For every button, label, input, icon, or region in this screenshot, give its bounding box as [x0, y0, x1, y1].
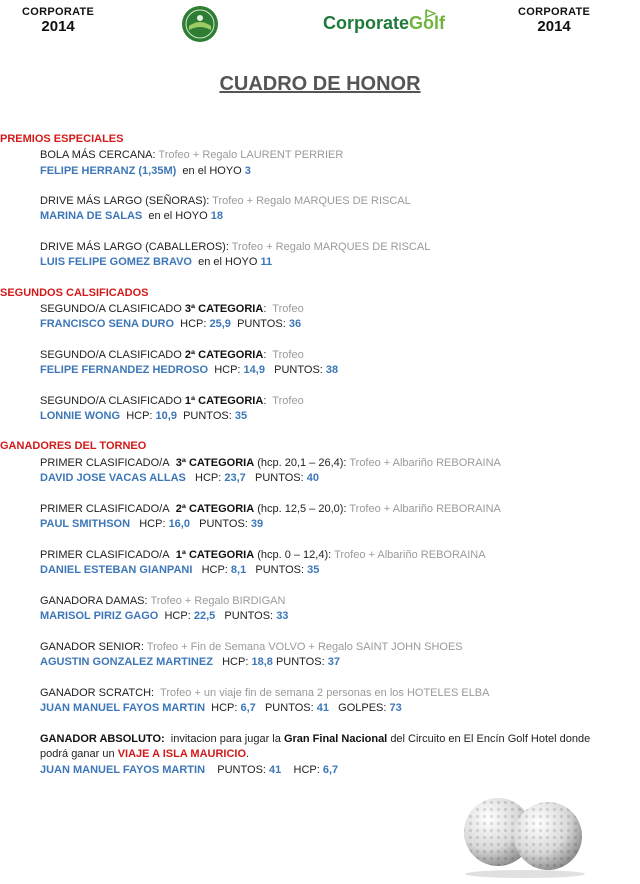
hcp-value: 6,7: [240, 702, 256, 714]
award-label: PRIMER CLASIFICADO/A: [40, 503, 170, 515]
golf-balls-icon: [460, 792, 590, 878]
puntos-value: 39: [250, 518, 264, 530]
winner-line: [40, 318, 301, 330]
winner-line: [40, 656, 340, 668]
award-label: GANADOR SCRATCH:: [40, 687, 155, 699]
prize-text: Trofeo + Regalo MARQUES DE RISCAL: [231, 241, 431, 253]
prize-text: Trofeo: [272, 303, 304, 315]
hcp-value: 22,5: [193, 610, 216, 622]
winner-line: [40, 256, 272, 268]
winner-line: [40, 564, 319, 576]
golf-club-seal-icon: [180, 4, 220, 44]
hoyo-text: en el HOYO: [148, 210, 208, 222]
award-label: BOLA MÁS CERCANA:: [40, 149, 156, 161]
colon: :: [263, 395, 267, 407]
hcp-label: HCP:: [222, 656, 249, 668]
winner-name: FELIPE FERNANDEZ HEDROSO: [40, 364, 209, 376]
winner-name: MARINA DE SALAS: [40, 210, 143, 222]
hoyo-number: 11: [260, 256, 273, 268]
winner-line: [40, 364, 338, 376]
award-label: SEGUNDO/A CLASIFICADO: [40, 303, 182, 315]
hcp-label: HCP:: [126, 410, 153, 422]
especial-line: [40, 149, 343, 161]
category: 1ª CATEGORIA: [175, 549, 255, 561]
category: 2ª CATEGORIA: [175, 503, 255, 515]
golpes-label: GOLPES:: [338, 702, 387, 714]
hcp-label: HCP:: [201, 564, 228, 576]
winner-name: FELIPE HERRANZ (1,35M): [40, 165, 177, 177]
prize-text: Trofeo + un viaje fin de semana 2 personas en los HOTELES ELBA: [160, 687, 490, 699]
logo-right-line1: CORPORATE: [518, 6, 591, 18]
hcp-range: (hcp. 0 – 12,4):: [257, 549, 332, 561]
winner-name: JUAN MANUEL FAYOS MARTIN: [40, 702, 206, 714]
hcp-value: 18,8: [251, 656, 273, 668]
award-label: PRIMER CLASIFICADO/A: [40, 549, 170, 561]
winner-name: PAUL SMITHSON: [40, 518, 131, 530]
hcp-range: (hcp. 12,5 – 20,0):: [257, 503, 347, 515]
scratch-line: [40, 687, 489, 699]
award-label: GANADOR SENIOR:: [40, 641, 144, 653]
flag-icon: [425, 9, 437, 23]
category: 1ª CATEGORIA: [184, 395, 264, 407]
prize-text: Trofeo + Fin de Semana VOLVO + Regalo SAINT JOHN SHOES: [146, 641, 463, 653]
hcp-value: 16,0: [168, 518, 190, 530]
hcp-value: 8,1: [230, 564, 247, 576]
puntos-label: PUNTOS:: [199, 518, 248, 530]
puntos-label: PUNTOS:: [274, 364, 323, 376]
hcp-label: HCP:: [180, 318, 207, 330]
award-label: DRIVE MÁS LARGO (CABALLEROS):: [40, 241, 229, 253]
senior-line: [40, 641, 463, 653]
winner-name: DAVID JOSE VACAS ALLAS: [40, 472, 186, 484]
hoyo-text: en el HOYO: [182, 165, 242, 177]
prize-text: Trofeo + Regalo LAURENT PERRIER: [158, 149, 344, 161]
puntos-value: 33: [276, 610, 289, 622]
ganador-line: [40, 457, 501, 469]
winner-name: DANIEL ESTEBAN GIANPANI: [40, 564, 193, 576]
hcp-label: HCP:: [164, 610, 191, 622]
prize-text: Trofeo: [272, 395, 304, 407]
absoluto-line: [40, 733, 590, 745]
puntos-label: PUNTOS:: [264, 702, 314, 714]
hoyo-text: en el HOYO: [198, 256, 258, 268]
logo-right-line2: 2014: [537, 18, 571, 35]
period: .: [246, 748, 250, 760]
golpes-value: 73: [389, 702, 402, 714]
winner-name: JUAN MANUEL FAYOS MARTIN: [40, 764, 206, 776]
winner-line: [40, 518, 263, 530]
winner-name: MARISOL PIRIZ GAGO: [40, 610, 159, 622]
prize-text: Trofeo + Albariño REBORAINA: [349, 457, 501, 469]
prize-text: Trofeo: [272, 349, 304, 361]
puntos-value: 40: [306, 472, 319, 484]
corporate-2014-logo-right: [518, 7, 590, 34]
award-label: DRIVE MÁS LARGO (SEÑORAS):: [40, 195, 210, 207]
award-label: SEGUNDO/A CLASIFICADO: [40, 395, 182, 407]
winner-line: [40, 610, 288, 622]
page-title: CUADRO DE HONOR: [219, 73, 421, 95]
puntos-label: PUNTOS:: [237, 318, 286, 330]
hcp-label: HCP:: [293, 764, 320, 776]
hcp-value: 23,7: [224, 472, 246, 484]
absoluto-text: invitacion para jugar la: [170, 733, 281, 745]
gran-final: Gran Final Nacional: [283, 733, 388, 745]
award-label: PRIMER CLASIFICADO/A: [40, 457, 170, 469]
award-label: GANADOR ABSOLUTO:: [40, 733, 165, 745]
segundo-line: [40, 349, 304, 361]
absoluto-text-3: podrá ganar un: [40, 748, 115, 760]
winner-name: LONNIE WONG: [40, 410, 121, 422]
puntos-value: 41: [316, 702, 329, 714]
winner-line: [40, 472, 319, 484]
prize-text: Trofeo + Regalo MARQUES DE RISCAL: [212, 195, 411, 207]
section-heading-ganadores: GANADORES DEL TORNEO: [0, 440, 147, 452]
category: 3ª CATEGORIA: [175, 457, 255, 469]
logo-golf-text: Golf: [409, 13, 446, 33]
colon: :: [263, 349, 267, 361]
award-label: SEGUNDO/A CLASIFICADO: [40, 349, 182, 361]
section-heading-especiales: PREMIOS ESPECIALES: [0, 133, 124, 145]
category: 2ª CATEGORIA: [184, 349, 264, 361]
hcp-label: HCP:: [211, 702, 238, 714]
puntos-label: PUNTOS:: [217, 764, 266, 776]
hcp-range: (hcp. 20,1 – 26,4):: [257, 457, 347, 469]
hoyo-number: 3: [244, 165, 251, 177]
viaje-highlight: VIAJE A ISLA MAURICIO: [117, 748, 247, 760]
puntos-value: 38: [325, 364, 339, 376]
especial-line: [40, 195, 411, 207]
absoluto-text-2: del Circuito en El Encín Golf Hotel donde: [390, 733, 591, 745]
damas-line: [40, 595, 285, 607]
puntos-value: 41: [269, 764, 282, 776]
ganador-line: [40, 503, 501, 515]
hcp-value: 10,9: [155, 410, 177, 422]
puntos-label: PUNTOS:: [275, 656, 325, 668]
prize-text: Trofeo + Albariño REBORAINA: [334, 549, 486, 561]
winner-line: [40, 410, 247, 422]
especial-line: [40, 241, 430, 253]
logo-left-line2: 2014: [41, 18, 75, 35]
winner-line: [40, 210, 223, 222]
hcp-value: 14,9: [243, 364, 265, 376]
puntos-label: PUNTOS:: [224, 610, 274, 622]
logo-corporate-text: Corporate: [323, 13, 410, 33]
hcp-label: HCP:: [214, 364, 241, 376]
winner-name: FRANCISCO SENA DURO: [40, 318, 175, 330]
colon: :: [263, 303, 267, 315]
section-heading-segundos: SEGUNDOS CALSIFICADOS: [0, 287, 149, 299]
absoluto-line-2: [40, 748, 249, 760]
winner-name: AGUSTIN GONZALEZ MARTINEZ: [40, 656, 213, 668]
puntos-label: PUNTOS:: [255, 564, 305, 576]
segundo-line: [40, 303, 304, 315]
corporate-2014-logo-left: [22, 7, 94, 34]
prize-text: Trofeo + Albariño REBORAINA: [349, 503, 501, 515]
award-label: GANADORA DAMAS:: [40, 595, 148, 607]
winner-line: [40, 165, 251, 177]
hcp-value: 6,7: [322, 764, 339, 776]
puntos-value: 35: [307, 564, 320, 576]
hcp-value: 25,9: [209, 318, 231, 330]
segundo-line: [40, 395, 304, 407]
ganador-line: [40, 549, 486, 561]
puntos-label: PUNTOS:: [254, 472, 304, 484]
winner-line: [40, 764, 338, 776]
logo-left-line1: CORPORATE: [22, 6, 95, 18]
puntos-value: 36: [288, 318, 302, 330]
hoyo-number: 18: [210, 210, 224, 222]
puntos-value: 35: [234, 410, 248, 422]
winner-line: [40, 702, 402, 714]
prize-text: Trofeo + Regalo BIRDIGAN: [150, 595, 286, 607]
category: 3ª CATEGORIA: [184, 303, 264, 315]
winner-name: LUIS FELIPE GOMEZ BRAVO: [40, 256, 192, 268]
puntos-label: PUNTOS:: [183, 410, 232, 422]
hcp-label: HCP:: [139, 518, 166, 530]
puntos-value: 37: [327, 656, 340, 668]
hcp-label: HCP:: [195, 472, 222, 484]
